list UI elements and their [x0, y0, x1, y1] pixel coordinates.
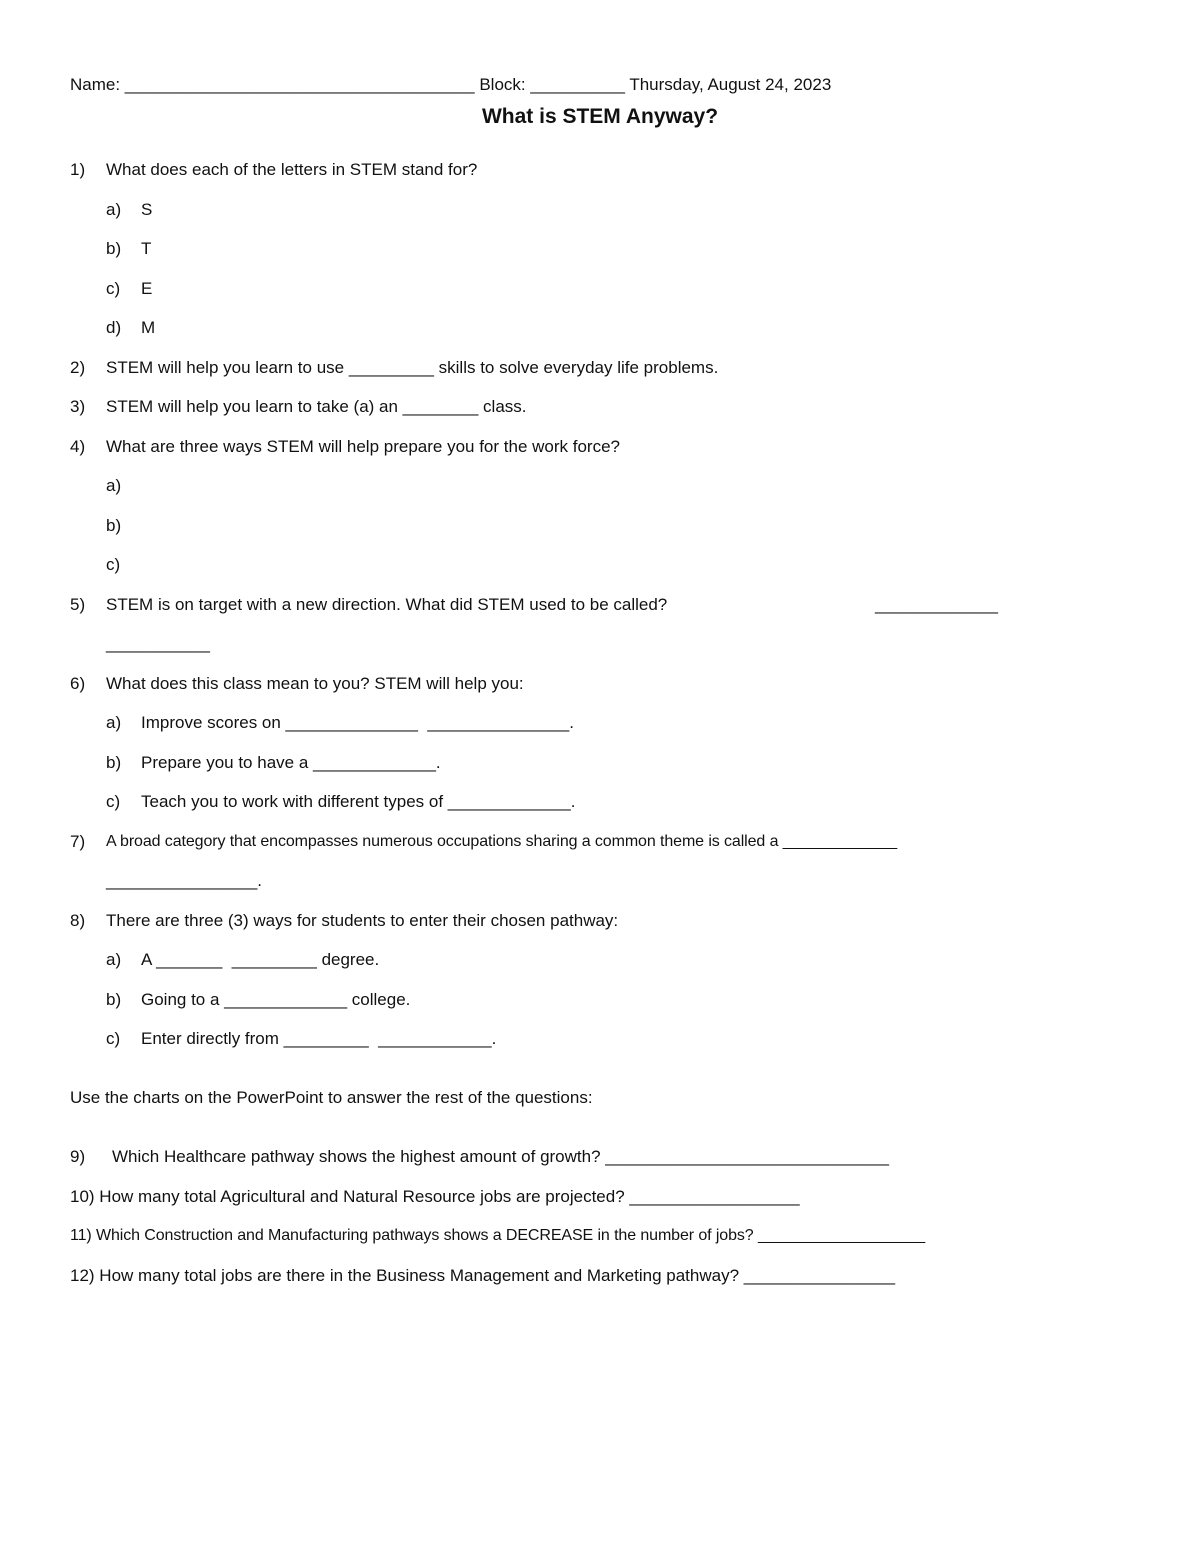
question-5-blank-2[interactable]: ___________ [106, 634, 211, 653]
question-9-number: 9) [70, 1147, 86, 1166]
q8-b-text: Going to a _____________ college. [141, 990, 411, 1009]
question-1-number: 1) [70, 160, 86, 179]
q6-b-label: b) [106, 753, 122, 772]
q6-a-text: Improve scores on ______________ _______________. [141, 713, 574, 732]
question-11-text: 11) Which Construction and Manufacturing pathways shows a DECREASE in the number of jobs? ___________________ [70, 1227, 926, 1244]
question-9-text: Which Healthcare pathway shows the highest amount of growth? ______________________________ [112, 1147, 889, 1166]
q1-c-label: c) [106, 279, 121, 298]
question-6-text: What does this class mean to you? STEM will help you: [106, 674, 524, 693]
q6-a-label: a) [106, 713, 122, 732]
q1-b-text: T [141, 239, 152, 258]
header-line [70, 74, 831, 96]
q8-a-text: A _______ _________ degree. [141, 950, 380, 969]
question-5-text: STEM is on target with a new direction. What did STEM used to be called? [106, 595, 668, 614]
question-2-text: STEM will help you learn to use _________ skills to solve everyday life problems. [106, 358, 719, 377]
question-10-text: 10) How many total Agricultural and Natural Resource jobs are projected? __________________ [70, 1187, 800, 1206]
q4-c-label: c) [106, 555, 121, 574]
question-4-number: 4) [70, 437, 86, 456]
q1-d-text: M [141, 318, 156, 337]
question-3-number: 3) [70, 397, 86, 416]
question-1-text: What does each of the letters in STEM stand for? [106, 160, 478, 179]
block-label: Block: [474, 75, 531, 94]
question-12-text: 12) How many total jobs are there in the Business Management and Marketing pathway? ________________ [70, 1266, 896, 1285]
q1-a-text: S [141, 200, 153, 219]
question-7-continuation[interactable]: ________________. [106, 871, 262, 890]
q4-a-label: a) [106, 476, 122, 495]
q8-a-label: a) [106, 950, 122, 969]
question-8-number: 8) [70, 911, 86, 930]
q6-c-text: Teach you to work with different types of _____________. [141, 792, 576, 811]
q8-c-text: Enter directly from _________ ____________. [141, 1029, 497, 1048]
question-7-number: 7) [70, 832, 86, 851]
question-3-text: STEM will help you learn to take (a) an ________ class. [106, 397, 527, 416]
q8-b-label: b) [106, 990, 122, 1009]
q1-a-label: a) [106, 200, 122, 219]
question-2-number: 2) [70, 358, 86, 377]
q6-b-text: Prepare you to have a _____________. [141, 753, 441, 772]
page-title: What is STEM Anyway? [481, 105, 719, 128]
question-7-text: A broad category that encompasses numerous occupations sharing a common theme is called a _____________ [106, 833, 898, 850]
q4-b-label: b) [106, 516, 122, 535]
block-field[interactable]: __________ [530, 75, 625, 94]
instructions: Use the charts on the PowerPoint to answer the rest of the questions: [70, 1088, 593, 1107]
question-5-blank-1[interactable]: _____________ [875, 595, 998, 614]
question-4-text: What are three ways STEM will help prepare you for the work force? [106, 437, 620, 456]
date: Thursday, August 24, 2023 [624, 75, 832, 94]
q1-b-label: b) [106, 239, 122, 258]
question-8-text: There are three (3) ways for students to enter their chosen pathway: [106, 911, 619, 930]
q6-c-label: c) [106, 792, 121, 811]
q1-c-text: E [141, 279, 153, 298]
q1-d-label: d) [106, 318, 122, 337]
name-field[interactable]: _____________________________________ [124, 75, 475, 94]
question-6-number: 6) [70, 674, 86, 693]
q8-c-label: c) [106, 1029, 121, 1048]
question-5-number: 5) [70, 595, 86, 614]
name-label: Name: [70, 75, 125, 94]
